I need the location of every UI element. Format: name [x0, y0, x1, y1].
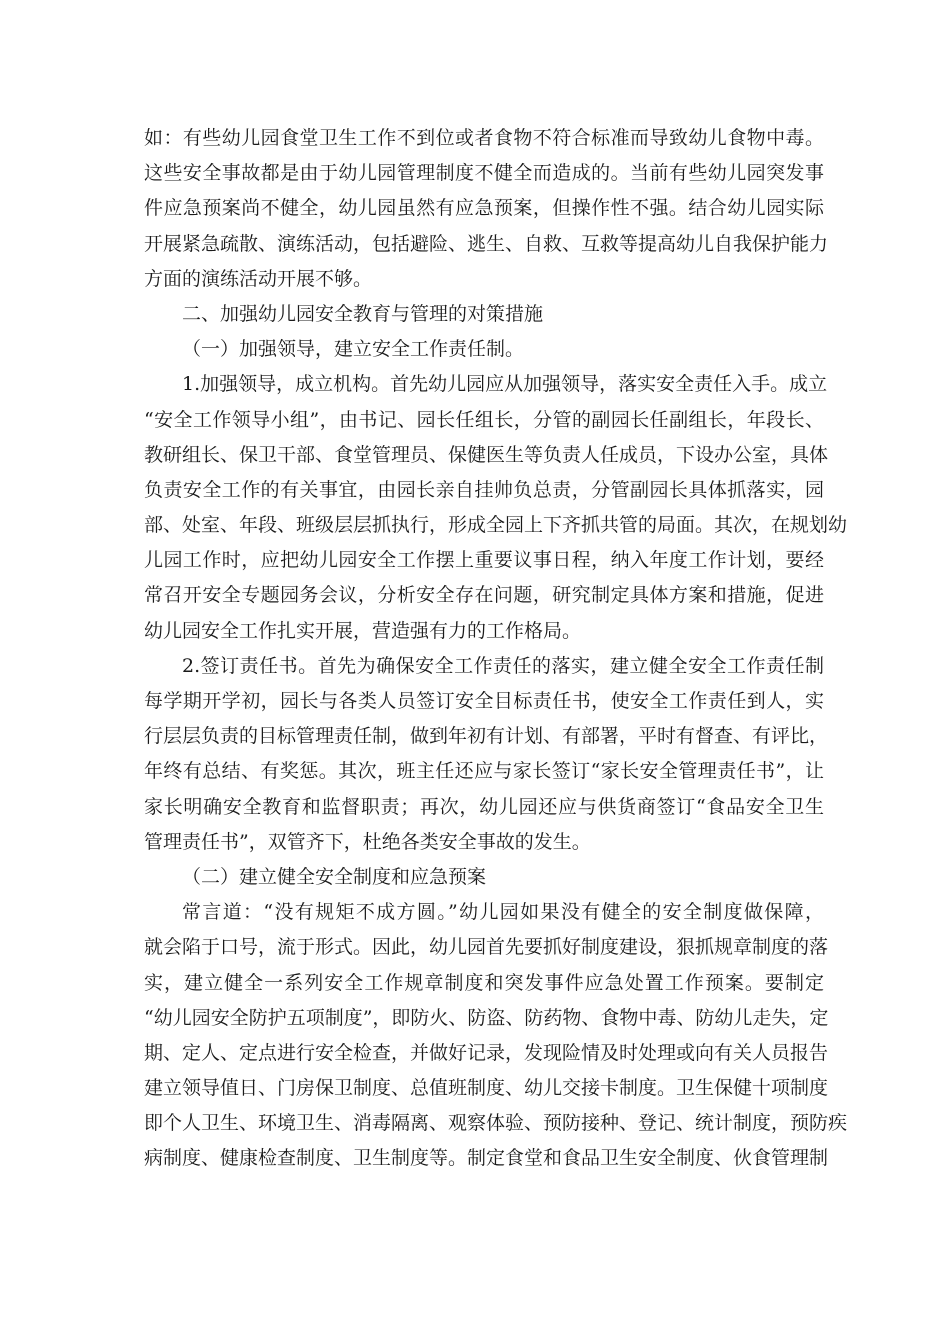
text-line: 常言道：“没有规矩不成方圆。”幼儿园如果没有健全的安全制度做保障， — [182, 901, 824, 924]
text-line: 教研组长、保卫干部、食堂管理员、保健医生等负责人任成员，下设办公室，具体 — [144, 443, 829, 466]
document-body — [144, 121, 848, 1177]
text-line: 管理责任书”，双管齐下，杜绝各类安全事故的发生。 — [144, 830, 591, 853]
text-line: 家长明确安全教育和监督职责；再次，幼儿园还应与供货商签订“食品安全卫生 — [144, 795, 824, 818]
text-line: 年终有总结、有奖惩。其次，班主任还应与家长签订“家长安全管理责任书”，让 — [144, 760, 824, 783]
paragraph-h2 — [144, 297, 824, 332]
paragraph-h2-2 — [144, 860, 824, 895]
text-line: 1.加强领导，成立机构。首先幼儿园应从加强领导，落实安全责任入手。成立 — [182, 373, 828, 396]
text-line: 期、定人、定点进行安全检查，并做好记录，发现险情及时处理或向有关人员报告 — [144, 1041, 829, 1064]
text-line: 常召开安全专题园务会议，分析安全存在问题，研究制定具体方案和措施，促进 — [144, 584, 824, 607]
text-line: 负责安全工作的有关事宜，由园长亲自挂帅负总责，分管副园长具体抓落实，园 — [144, 478, 824, 501]
text-line: （一）加强领导，建立安全工作责任制。 — [182, 338, 525, 361]
text-line: 2.签订责任书。首先为确保安全工作责任的落实，建立健全安全工作责任制 — [182, 654, 824, 677]
text-line: 二、加强幼儿园安全教育与管理的对策措施 — [182, 302, 544, 325]
text-line: 建立领导值日、门房保卫制度、总值班制度、幼儿交接卡制度。卫生保健十项制度 — [144, 1077, 829, 1100]
text-line: 如：有些幼儿园食堂卫生工作不到位或者食物不符合标准而导致幼儿食物中毒。 — [144, 127, 824, 149]
text-line: 每学期开学初，园长与各类人员签订安全目标责任书，使安全工作责任到人，实 — [144, 690, 824, 712]
text-line: （二）建立健全安全制度和应急预案 — [182, 865, 487, 888]
text-line: 行层层负责的目标管理责任制，做到年初有计划、有部署，平时有督查、有评比， — [144, 725, 829, 748]
text-line: “安全工作领导小组”，由书记、园长任组长，分管的副园长任副组长，年段长、 — [144, 408, 824, 431]
text-line: 件应急预案尚不健全，幼儿园虽然有应急预案，但操作性不强。结合幼儿园实际 — [144, 197, 824, 220]
paragraph-h2-1 — [144, 332, 824, 367]
paragraph-p4 — [144, 895, 848, 1177]
text-line: 幼儿园安全工作扎实开展，营造强有力的工作格局。 — [144, 619, 582, 642]
text-line: 实，建立健全一系列安全工作规章制度和突发事件应急处置工作预案。要制定 — [144, 971, 824, 994]
text-line: 开展紧急疏散、演练活动，包括避险、逃生、自救、互救等提高幼儿自我保护能力 — [144, 232, 829, 255]
text-line: “幼儿园安全防护五项制度”，即防火、防盗、防药物、食物中毒、防幼儿走失，定 — [144, 1006, 829, 1029]
paragraph-p1 — [144, 121, 829, 297]
text-line: 病制度、健康检查制度、卫生制度等。制定食堂和食品卫生安全制度、伙食管理制 — [144, 1147, 829, 1170]
paragraph-p3 — [144, 649, 829, 860]
paragraph-p2 — [144, 367, 848, 649]
text-line: 方面的演练活动开展不够。 — [144, 267, 373, 290]
text-line: 就会陷于口号，流于形式。因此，幼儿园首先要抓好制度建设，狠抓规章制度的落 — [144, 936, 829, 959]
text-line: 即个人卫生、环境卫生、消毒隔离、观察体验、预防接种、登记、统计制度，预防疾 — [144, 1112, 848, 1135]
text-line: 儿园工作时，应把幼儿园安全工作摆上重要议事日程，纳入年度工作计划，要经 — [144, 549, 824, 572]
text-line: 部、处室、年段、班级层层抓执行，形成全园上下齐抓共管的局面。其次，在规划幼 — [144, 514, 848, 537]
text-line: 这些安全事故都是由于幼儿园管理制度不健全而造成的。当前有些幼儿园突发事 — [144, 162, 824, 185]
